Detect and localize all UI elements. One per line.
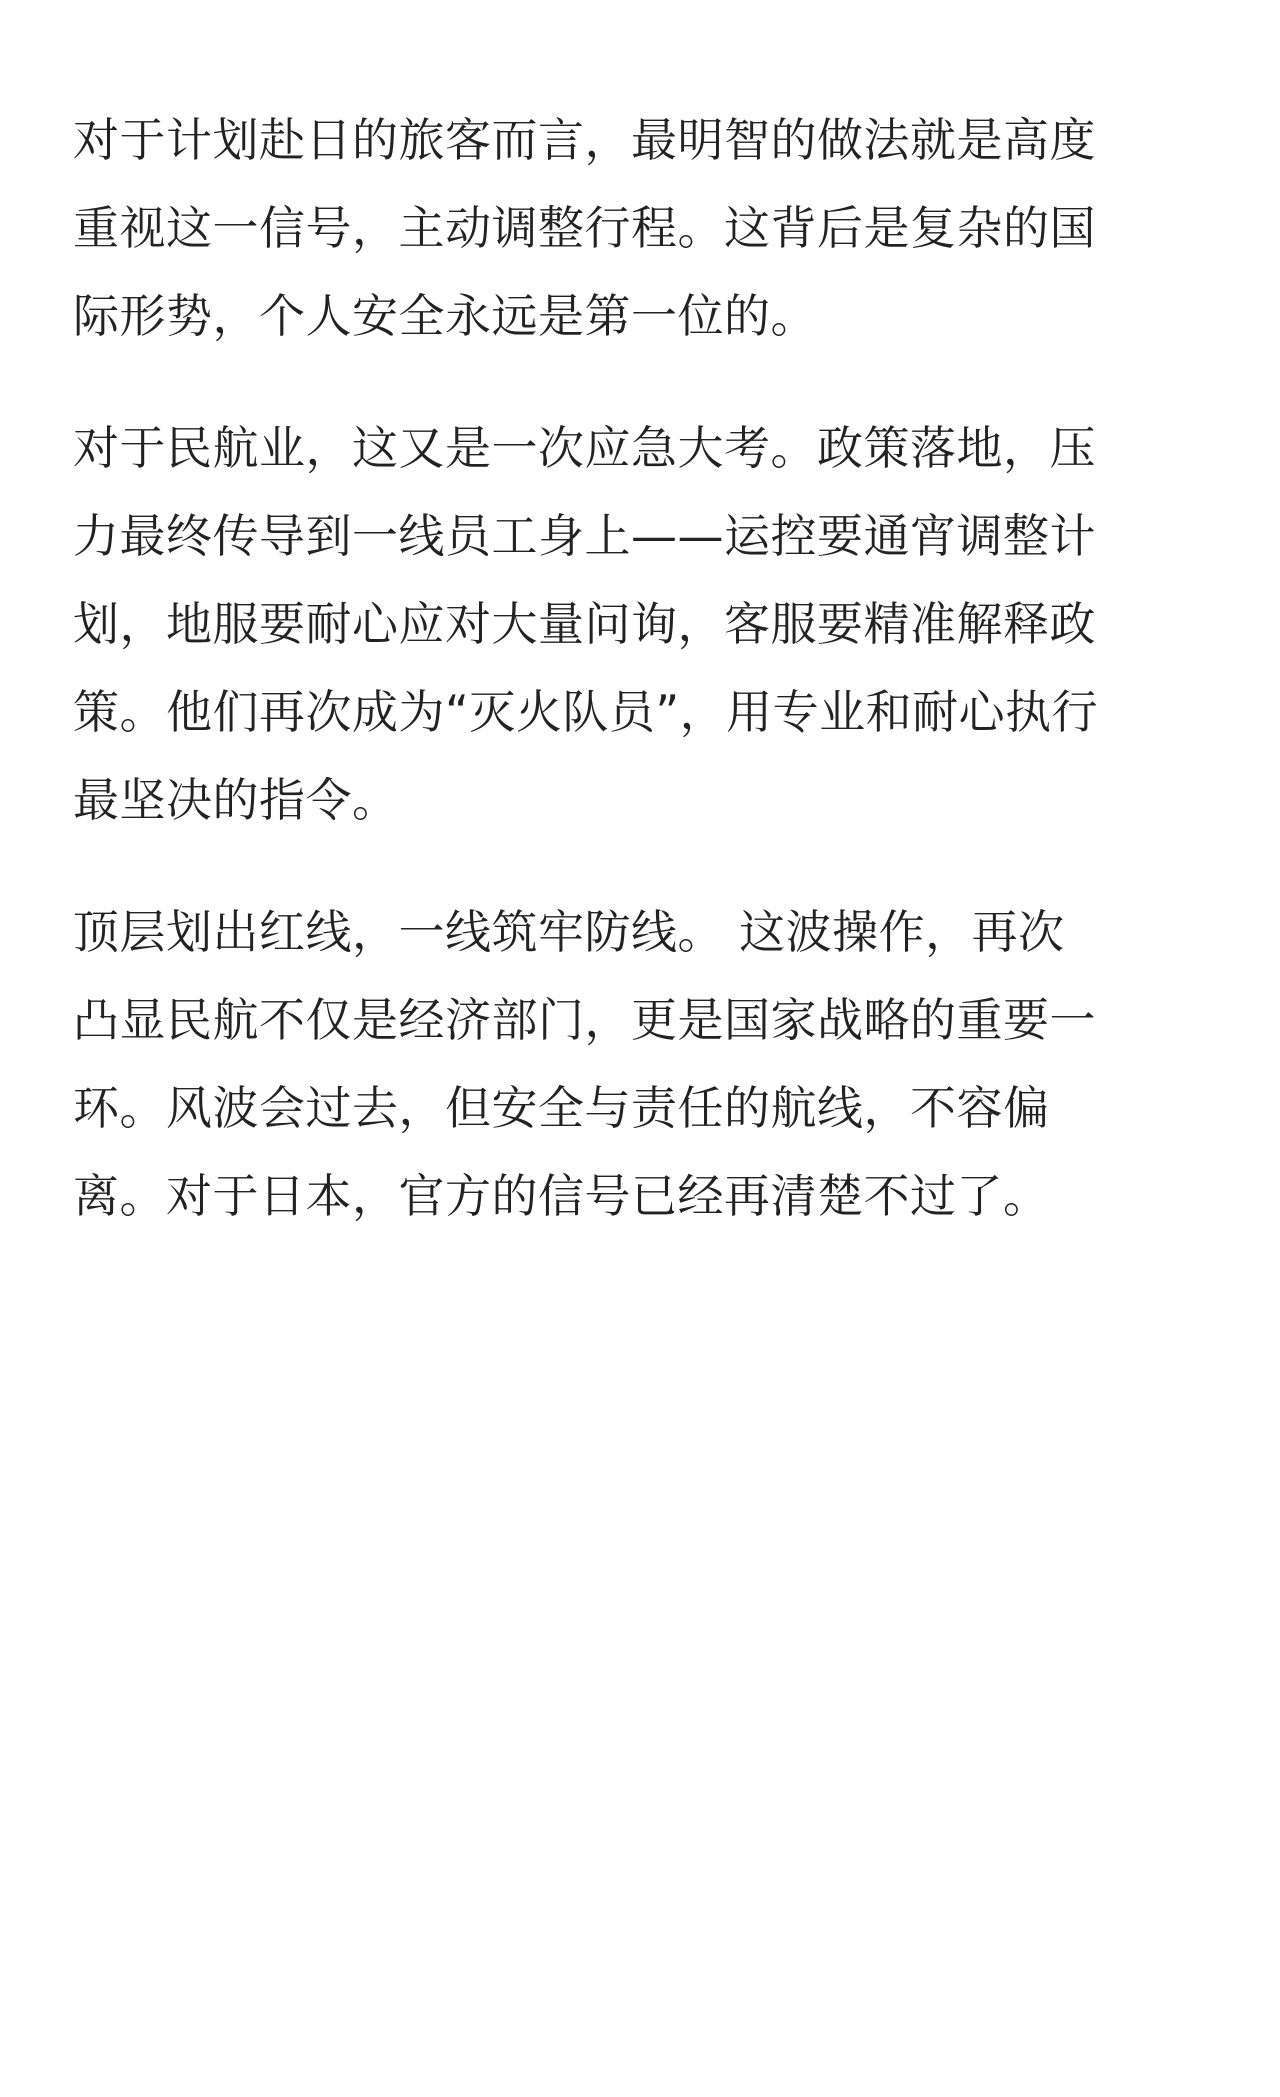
paragraph-line: 离。对于日本，官方的信号已经再清楚不过了。 — [73, 1169, 1050, 1223]
paragraph-line: 力最终传导到一线员工身上——运控要通宵调整计 — [73, 509, 1096, 563]
paragraph-line: 策。他们再次成为“灭火队员”，用专业和耐心执行 — [73, 685, 1099, 739]
paragraph-line: 环。风波会过去，但安全与责任的航线，不容偏 — [73, 1081, 1050, 1135]
paragraph-line: 重视这一信号，主动调整行程。这背后是复杂的国 — [73, 201, 1096, 255]
paragraph-2 — [73, 404, 1213, 844]
paragraph-line: 凸显民航不仅是经济部门，更是国家战略的重要一 — [73, 993, 1096, 1047]
paragraph-line: 对于民航业，这又是一次应急大考。政策落地，压 — [73, 421, 1096, 475]
article-body — [73, 96, 1213, 1284]
paragraph-line: 际形势，个人安全永远是第一位的。 — [73, 289, 817, 343]
paragraph-1 — [73, 96, 1213, 360]
paragraph-line: 最坚决的指令。 — [73, 773, 399, 827]
paragraph-line: 划，地服要耐心应对大量问询，客服要精准解释政 — [73, 597, 1096, 651]
paragraph-3 — [73, 888, 1213, 1240]
paragraph-line: 对于计划赴日的旅客而言，最明智的做法就是高度 — [73, 113, 1096, 167]
paragraph-line: 顶层划出红线，一线筑牢防线。 这波操作，再次 — [73, 905, 1065, 959]
